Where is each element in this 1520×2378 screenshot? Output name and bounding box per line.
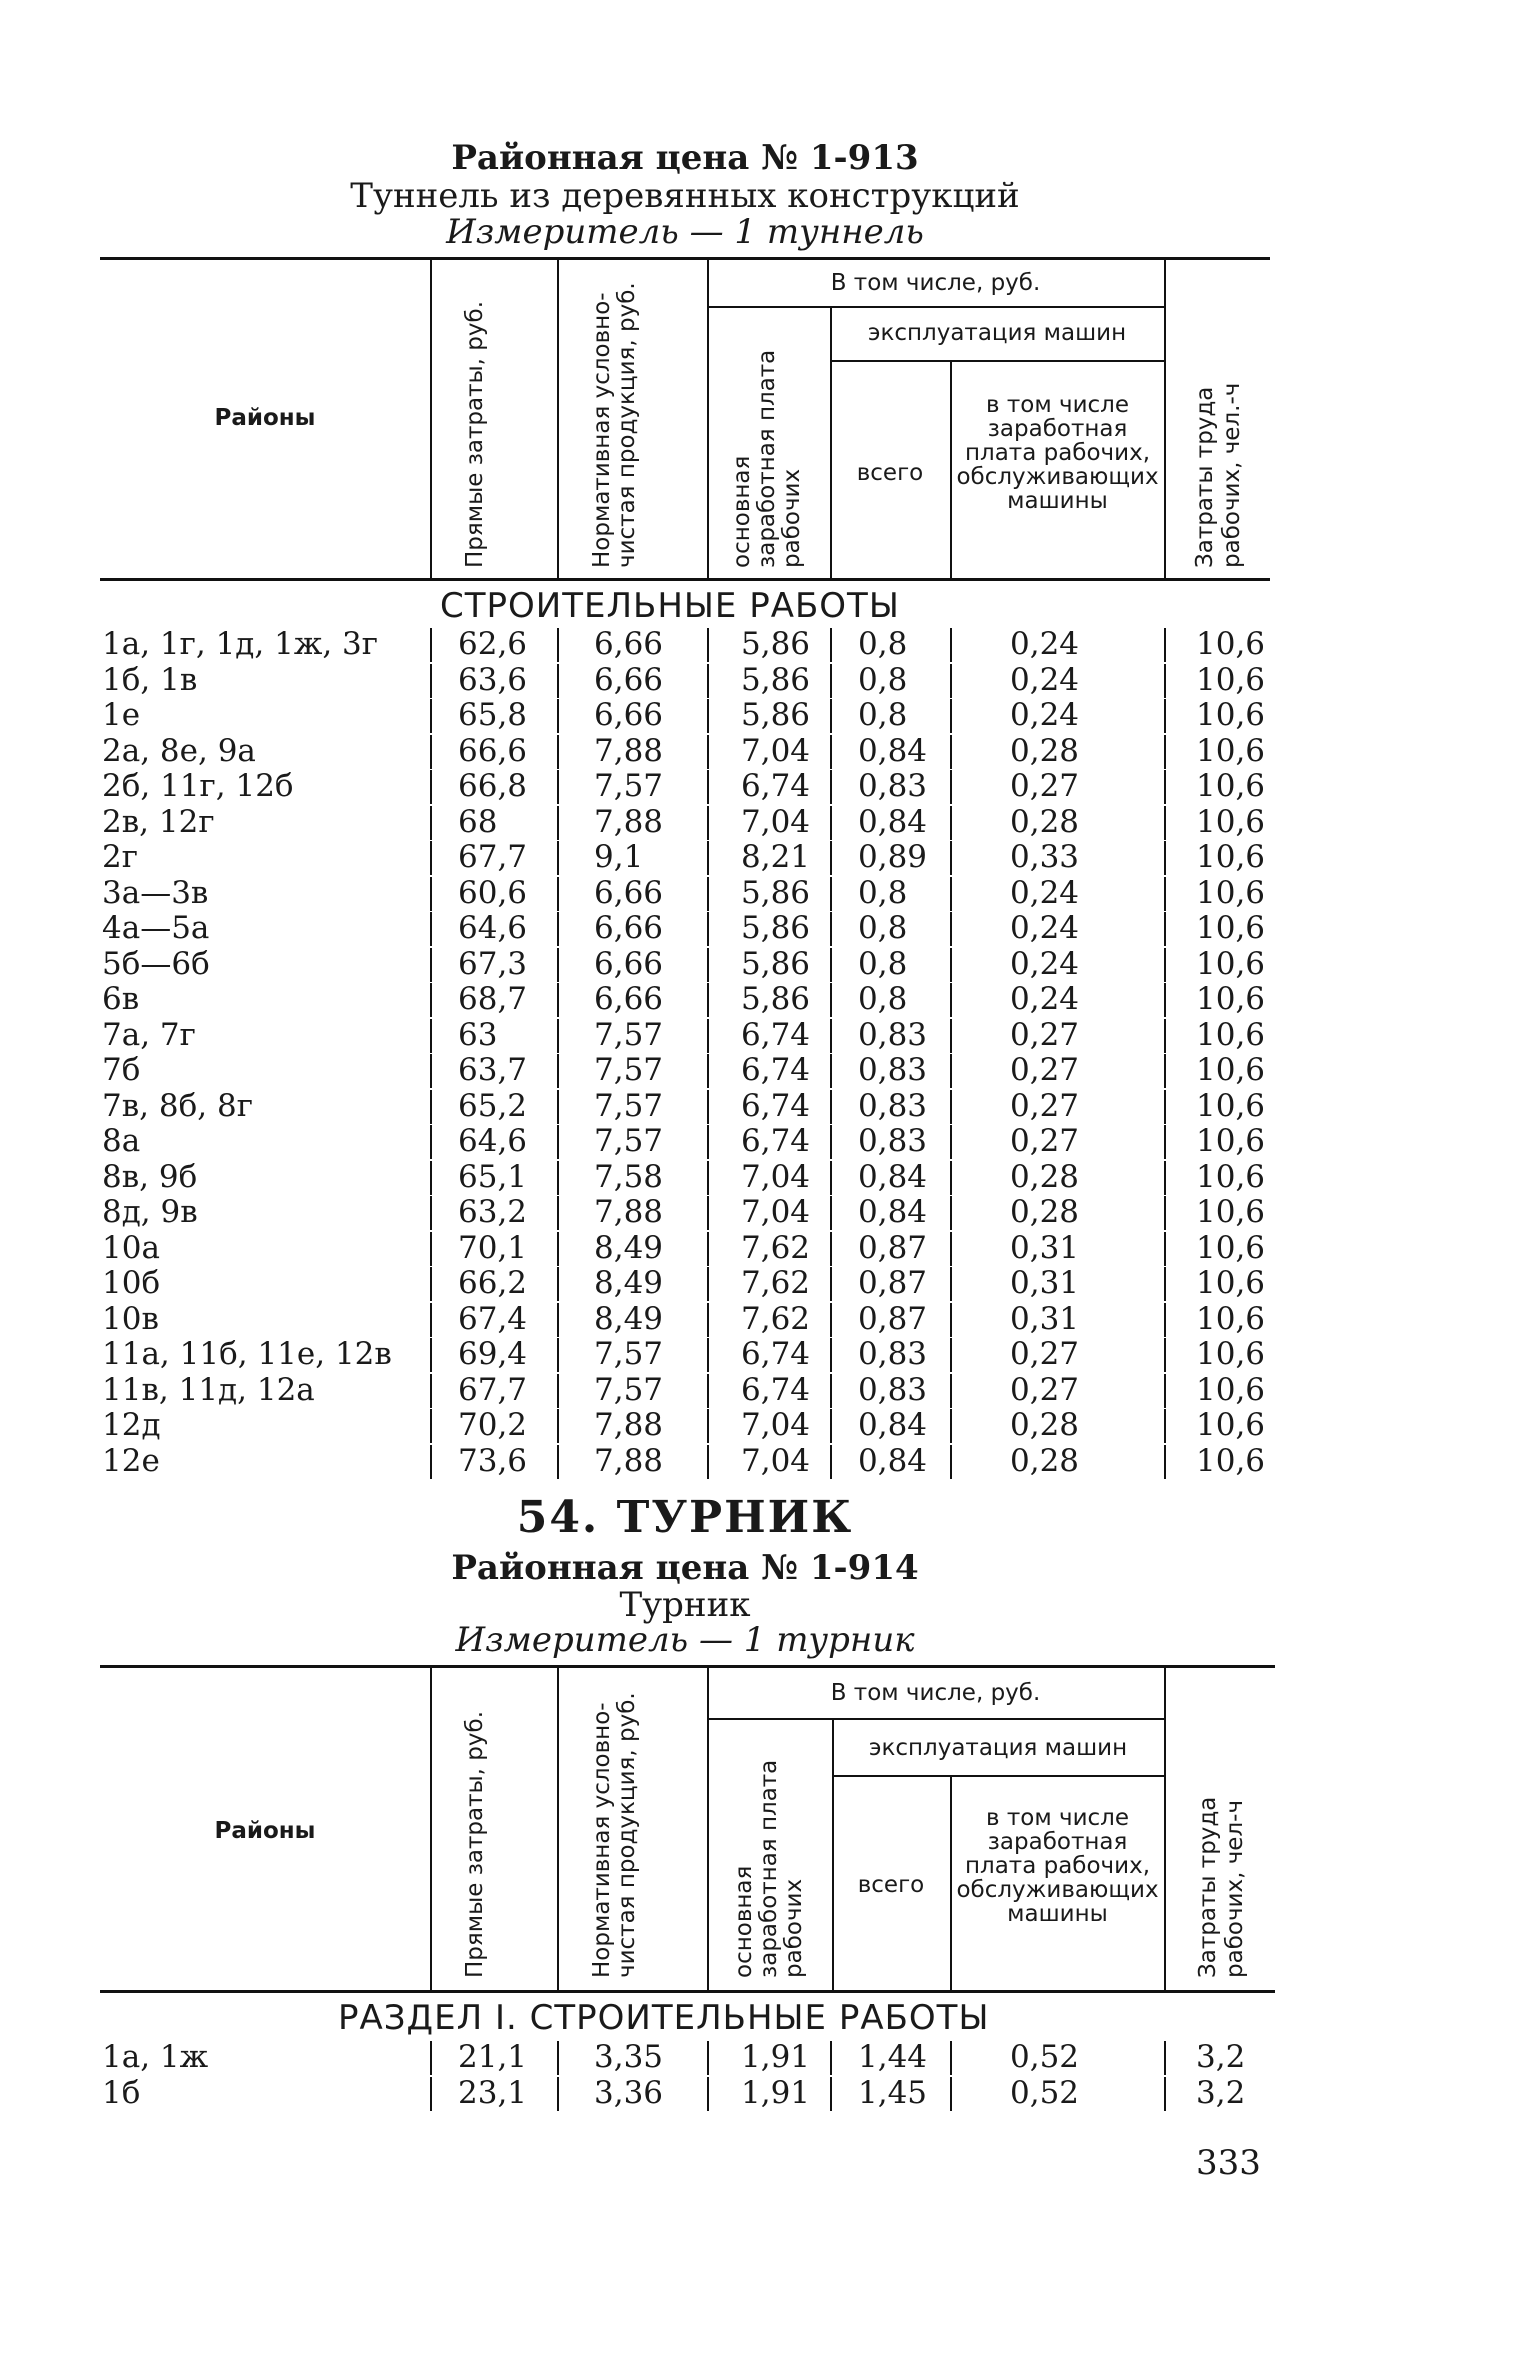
table-row — [0, 840, 1520, 876]
cell-direct-costs: 67,4 — [458, 1300, 528, 1337]
cell-machine-wage: 0,24 — [1010, 697, 1080, 733]
cell-base-wage: 7,04 — [741, 732, 811, 769]
cell-region: 5б—6б — [102, 945, 210, 982]
cell-base-wage: 6,74 — [741, 1336, 811, 1372]
table-row — [0, 947, 1520, 983]
cell-machine-wage: 0,24 — [1010, 661, 1080, 698]
table-row — [0, 698, 1520, 734]
cell-labor: 10,6 — [1196, 1336, 1266, 1372]
table-row — [0, 982, 1520, 1018]
cell-base-wage: 5,86 — [741, 697, 811, 733]
table-row — [0, 627, 1520, 663]
cell-machine-total: 0,8 — [858, 945, 908, 982]
table-row — [0, 1373, 1520, 1409]
cell-base-wage: 6,74 — [741, 1052, 811, 1088]
cell-net-production: 7,57 — [594, 1052, 664, 1088]
cell-base-wage: 7,04 — [741, 1407, 811, 1443]
cell-region: 12е — [102, 1442, 160, 1479]
table-row — [0, 1089, 1520, 1125]
table-row — [0, 1195, 1520, 1231]
cell-region: 8в, 9б — [102, 1158, 198, 1195]
cell-machine-wage: 0,31 — [1010, 1229, 1080, 1266]
cell-base-wage: 5,86 — [741, 945, 811, 982]
cell-net-production: 6,66 — [594, 697, 664, 733]
cell-base-wage: 1,91 — [741, 2039, 811, 2075]
cell-direct-costs: 66,8 — [458, 768, 528, 804]
col-in-total-2: В том числе, руб. — [830, 1680, 1041, 1706]
cell-machine-wage: 0,52 — [1010, 2074, 1080, 2111]
cell-region: 1е — [102, 697, 141, 733]
cell-machine-wage: 0,52 — [1010, 2039, 1080, 2075]
cell-net-production: 7,88 — [594, 803, 664, 840]
table-row — [0, 1018, 1520, 1054]
cell-labor: 10,6 — [1196, 1123, 1266, 1159]
cell-base-wage: 6,74 — [741, 1016, 811, 1053]
cell-base-wage: 5,86 — [741, 910, 811, 946]
col-machine-ops-2: эксплуатация машин — [868, 1735, 1128, 1761]
cell-region: 1а, 1ж — [102, 2039, 209, 2075]
cell-base-wage: 7,62 — [741, 1300, 811, 1337]
cell-base-wage: 5,86 — [741, 981, 811, 1017]
cell-labor: 10,6 — [1196, 1158, 1266, 1195]
cell-region: 11а, 11б, 11е, 12в — [102, 1336, 392, 1372]
cell-region: 11в, 11д, 12а — [102, 1371, 315, 1408]
cell-direct-costs: 67,7 — [458, 839, 528, 875]
cell-net-production: 7,57 — [594, 1087, 664, 1124]
col-total: всего — [856, 460, 924, 486]
cell-machine-wage: 0,24 — [1010, 981, 1080, 1017]
table-row — [0, 2040, 1520, 2076]
cell-machine-wage: 0,24 — [1010, 910, 1080, 946]
cell-labor: 10,6 — [1196, 910, 1266, 946]
cell-region: 1а, 1г, 1д, 1ж, 3г — [102, 626, 379, 662]
col-regions: Районы — [214, 405, 316, 431]
cell-net-production: 8,49 — [594, 1300, 664, 1337]
cell-region: 3а—3в — [102, 874, 209, 911]
cell-machine-total: 1,45 — [858, 2074, 928, 2111]
cell-direct-costs: 64,6 — [458, 1123, 528, 1159]
cell-region: 8а — [102, 1123, 141, 1159]
cell-region: 10б — [102, 1265, 161, 1301]
cell-machine-wage: 0,28 — [1010, 1407, 1080, 1443]
cell-machine-total: 0,83 — [858, 1016, 928, 1053]
cell-region: 10в — [102, 1300, 159, 1337]
cell-machine-total: 0,83 — [858, 1123, 928, 1159]
table-row — [0, 1266, 1520, 1302]
cell-machine-total: 0,84 — [858, 1194, 928, 1230]
cell-net-production: 6,66 — [594, 981, 664, 1017]
cell-direct-costs: 70,2 — [458, 1407, 528, 1443]
col-in-total: В том числе, руб. — [830, 270, 1041, 296]
cell-net-production: 6,66 — [594, 910, 664, 946]
cell-net-production: 6,66 — [594, 945, 664, 982]
cell-machine-total: 1,44 — [858, 2039, 928, 2075]
cell-machine-wage: 0,24 — [1010, 626, 1080, 662]
page-number: 333 — [1196, 2143, 1261, 2183]
cell-direct-costs: 68 — [458, 803, 498, 840]
table-row — [0, 1160, 1520, 1196]
cell-labor: 10,6 — [1196, 945, 1266, 982]
cell-net-production: 6,66 — [594, 874, 664, 911]
cell-base-wage: 6,74 — [741, 1371, 811, 1408]
cell-direct-costs: 63,2 — [458, 1194, 528, 1230]
cell-machine-total: 0,8 — [858, 874, 908, 911]
cell-direct-costs: 21,1 — [458, 2039, 528, 2075]
cell-direct-costs: 65,1 — [458, 1158, 528, 1195]
cell-machine-total: 0,84 — [858, 1442, 928, 1479]
cell-labor: 10,6 — [1196, 874, 1266, 911]
cell-net-production: 6,66 — [594, 626, 664, 662]
cell-region: 12д — [102, 1407, 161, 1443]
cell-machine-wage: 0,28 — [1010, 1194, 1080, 1230]
cell-machine-wage: 0,28 — [1010, 803, 1080, 840]
cell-direct-costs: 69,4 — [458, 1336, 528, 1372]
cell-labor: 10,6 — [1196, 1052, 1266, 1088]
table-row — [0, 1302, 1520, 1338]
cell-machine-wage: 0,27 — [1010, 1016, 1080, 1053]
cell-machine-total: 0,8 — [858, 626, 908, 662]
col-regions-2: Районы — [214, 1818, 316, 1844]
cell-net-production: 3,36 — [594, 2074, 664, 2111]
cell-net-production: 7,88 — [594, 1407, 664, 1443]
cell-direct-costs: 68,7 — [458, 981, 528, 1017]
cell-region: 2в, 12г — [102, 803, 215, 840]
cell-machine-total: 0,83 — [858, 1052, 928, 1088]
cell-base-wage: 7,04 — [741, 803, 811, 840]
cell-base-wage: 7,04 — [741, 1442, 811, 1479]
cell-labor: 10,6 — [1196, 981, 1266, 1017]
cell-machine-total: 0,84 — [858, 732, 928, 769]
cell-region: 2б, 11г, 12б — [102, 768, 294, 804]
cell-machine-wage: 0,31 — [1010, 1265, 1080, 1301]
cell-direct-costs: 63,6 — [458, 661, 528, 698]
col-base-wage-2: основная заработная плата рабочих — [731, 1759, 807, 1978]
cell-machine-wage: 0,28 — [1010, 732, 1080, 769]
table-row — [0, 1053, 1520, 1089]
cell-machine-wage: 0,24 — [1010, 945, 1080, 982]
cell-net-production: 7,57 — [594, 1371, 664, 1408]
table-row — [0, 1444, 1520, 1480]
cell-region: 10а — [102, 1229, 160, 1266]
cell-labor: 10,6 — [1196, 768, 1266, 804]
cell-net-production: 3,35 — [594, 2039, 664, 2075]
cell-machine-total: 0,83 — [858, 768, 928, 804]
cell-labor: 10,6 — [1196, 1371, 1266, 1408]
cell-direct-costs: 67,7 — [458, 1371, 528, 1408]
cell-machine-total: 0,89 — [858, 839, 928, 875]
cell-labor: 10,6 — [1196, 626, 1266, 662]
section-title: 54. ТУРНИК — [516, 1492, 854, 1543]
table-row — [0, 2076, 1520, 2112]
cell-labor: 10,6 — [1196, 1016, 1266, 1053]
cell-machine-wage: 0,27 — [1010, 1371, 1080, 1408]
cell-machine-total: 0,87 — [858, 1229, 928, 1266]
cell-region: 2г — [102, 839, 138, 875]
cell-net-production: 9,1 — [594, 839, 644, 875]
measure-2: Измеритель — 1 турник — [455, 1620, 915, 1660]
cell-direct-costs: 66,2 — [458, 1265, 528, 1301]
cell-machine-total: 0,8 — [858, 910, 908, 946]
cell-labor: 10,6 — [1196, 839, 1266, 875]
cell-base-wage: 6,74 — [741, 1087, 811, 1124]
cell-machine-total: 0,84 — [858, 803, 928, 840]
table-row — [0, 1231, 1520, 1267]
cell-region: 4а—5а — [102, 910, 210, 946]
cell-machine-wage: 0,24 — [1010, 874, 1080, 911]
cell-direct-costs: 64,6 — [458, 910, 528, 946]
cell-region: 8д, 9в — [102, 1194, 198, 1230]
cell-net-production: 7,88 — [594, 1442, 664, 1479]
cell-direct-costs: 65,2 — [458, 1087, 528, 1124]
cell-region: 7в, 8б, 8г — [102, 1087, 253, 1124]
cell-labor: 10,6 — [1196, 1194, 1266, 1230]
table-row — [0, 734, 1520, 770]
cell-machine-total: 0,87 — [858, 1300, 928, 1337]
cell-labor: 10,6 — [1196, 803, 1266, 840]
col-direct-costs: Прямые затраты, руб. — [462, 300, 488, 568]
cell-machine-wage: 0,31 — [1010, 1300, 1080, 1337]
cell-direct-costs: 63,7 — [458, 1052, 528, 1088]
cell-base-wage: 7,62 — [741, 1265, 811, 1301]
cell-base-wage: 7,04 — [741, 1158, 811, 1195]
cell-labor: 10,6 — [1196, 1300, 1266, 1337]
subtitle-2: Турник — [619, 1585, 751, 1625]
table-row — [0, 1124, 1520, 1160]
cell-base-wage: 8,21 — [741, 839, 811, 875]
cell-region: 1б, 1в — [102, 661, 198, 698]
cell-net-production: 7,88 — [594, 1194, 664, 1230]
table-row — [0, 769, 1520, 805]
cell-net-production: 7,57 — [594, 1123, 664, 1159]
cell-direct-costs: 23,1 — [458, 2074, 528, 2111]
table-row — [0, 911, 1520, 947]
table-row — [0, 876, 1520, 912]
col-incl-wage: в том числе заработная плата рабочих, обслуживающих машины — [956, 392, 1159, 514]
col-labor-2: Затраты труда рабочих, чел-ч — [1195, 1796, 1248, 1978]
cell-net-production: 8,49 — [594, 1229, 664, 1266]
cell-region: 2а, 8е, 9а — [102, 732, 256, 769]
cell-net-production: 7,88 — [594, 732, 664, 769]
cell-labor: 10,6 — [1196, 697, 1266, 733]
cell-machine-wage: 0,28 — [1010, 1442, 1080, 1479]
cell-machine-wage: 0,27 — [1010, 1052, 1080, 1088]
table-row — [0, 1337, 1520, 1373]
cell-machine-wage: 0,27 — [1010, 768, 1080, 804]
col-machine-ops: эксплуатация машин — [867, 320, 1127, 346]
cell-direct-costs: 73,6 — [458, 1442, 528, 1479]
table-row — [0, 663, 1520, 699]
table-row — [0, 805, 1520, 841]
cell-labor: 10,6 — [1196, 1087, 1266, 1124]
col-total-2: всего — [857, 1872, 925, 1898]
col-net-production-2: Нормативная условно-чистая продукция, руб. — [589, 1692, 640, 1978]
cell-net-production: 7,58 — [594, 1158, 664, 1195]
cell-labor: 10,6 — [1196, 1229, 1266, 1266]
cell-machine-total: 0,8 — [858, 661, 908, 698]
cell-machine-total: 0,83 — [858, 1087, 928, 1124]
cell-direct-costs: 65,8 — [458, 697, 528, 733]
cell-net-production: 6,66 — [594, 661, 664, 698]
price-title-2: Районная цена № 1-914 — [451, 1548, 919, 1588]
subtitle-1: Туннель из деревянных конструкций — [350, 176, 1020, 216]
cell-base-wage: 6,74 — [741, 768, 811, 804]
cell-labor: 3,2 — [1196, 2074, 1246, 2111]
cell-machine-total: 0,84 — [858, 1158, 928, 1195]
cell-labor: 10,6 — [1196, 661, 1266, 698]
cell-labor: 10,6 — [1196, 1407, 1266, 1443]
band-1: СТРОИТЕЛЬНЫЕ РАБОТЫ — [440, 586, 900, 626]
cell-region: 7а, 7г — [102, 1016, 196, 1053]
cell-base-wage: 6,74 — [741, 1123, 811, 1159]
cell-base-wage: 5,86 — [741, 626, 811, 662]
cell-labor: 10,6 — [1196, 732, 1266, 769]
cell-net-production: 7,57 — [594, 1016, 664, 1053]
cell-direct-costs: 63 — [458, 1016, 498, 1053]
cell-base-wage: 5,86 — [741, 661, 811, 698]
cell-direct-costs: 70,1 — [458, 1229, 528, 1266]
col-base-wage: основная заработная плата рабочих — [729, 349, 805, 568]
col-incl-wage-2: в том числе заработная плата рабочих, обслуживающих машины — [956, 1805, 1159, 1927]
measure-1: Измеритель — 1 туннель — [446, 212, 924, 252]
table-row — [0, 1408, 1520, 1444]
cell-direct-costs: 66,6 — [458, 732, 528, 769]
cell-base-wage: 7,62 — [741, 1229, 811, 1266]
cell-region: 7б — [102, 1052, 141, 1088]
col-net-production: Нормативная условно-чистая продукция, руб. — [589, 282, 640, 568]
cell-machine-total: 0,87 — [858, 1265, 928, 1301]
cell-machine-wage: 0,28 — [1010, 1158, 1080, 1195]
cell-machine-total: 0,83 — [858, 1371, 928, 1408]
price-title-1: Районная цена № 1-913 — [451, 138, 919, 178]
band-2: РАЗДЕЛ I. СТРОИТЕЛЬНЫЕ РАБОТЫ — [338, 1998, 990, 2038]
cell-base-wage: 7,04 — [741, 1194, 811, 1230]
cell-machine-wage: 0,33 — [1010, 839, 1080, 875]
cell-direct-costs: 62,6 — [458, 626, 528, 662]
col-direct-costs-2: Прямые затраты, руб. — [462, 1710, 488, 1978]
cell-machine-wage: 0,27 — [1010, 1336, 1080, 1372]
cell-labor: 10,6 — [1196, 1265, 1266, 1301]
cell-net-production: 7,57 — [594, 1336, 664, 1372]
cell-base-wage: 5,86 — [741, 874, 811, 911]
cell-net-production: 8,49 — [594, 1265, 664, 1301]
cell-labor: 3,2 — [1196, 2039, 1246, 2075]
cell-machine-total: 0,83 — [858, 1336, 928, 1372]
cell-direct-costs: 60,6 — [458, 874, 528, 911]
col-labor: Затраты труда рабочих, чел.-ч — [1192, 382, 1245, 568]
cell-region: 6в — [102, 981, 140, 1017]
cell-machine-wage: 0,27 — [1010, 1123, 1080, 1159]
cell-machine-total: 0,84 — [858, 1407, 928, 1443]
cell-labor: 10,6 — [1196, 1442, 1266, 1479]
cell-direct-costs: 67,3 — [458, 945, 528, 982]
cell-net-production: 7,57 — [594, 768, 664, 804]
cell-machine-total: 0,8 — [858, 981, 908, 1017]
cell-machine-total: 0,8 — [858, 697, 908, 733]
cell-machine-wage: 0,27 — [1010, 1087, 1080, 1124]
cell-region: 1б — [102, 2074, 141, 2111]
cell-base-wage: 1,91 — [741, 2074, 811, 2111]
